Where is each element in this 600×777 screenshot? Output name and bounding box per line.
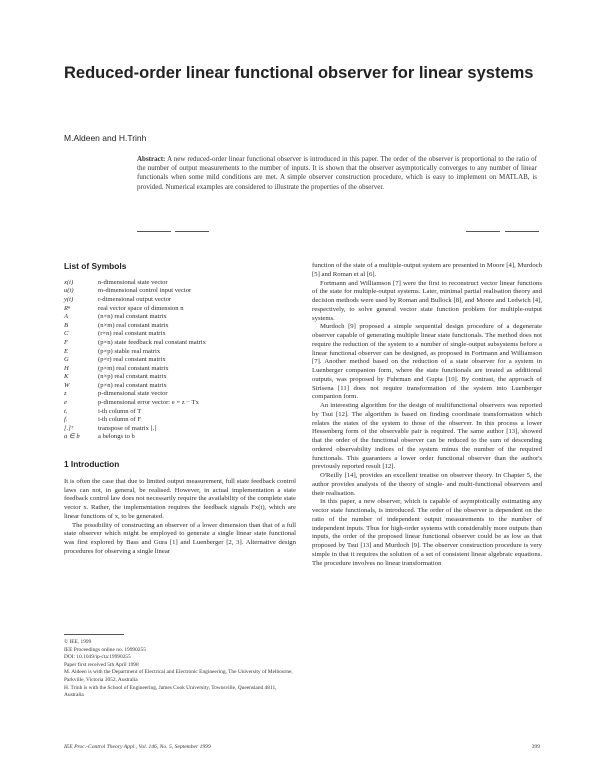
symbol-def: p-dimensional error vector: e = z − Tx xyxy=(98,399,199,407)
symbol-def: (p×m) real constant matrix xyxy=(98,364,169,372)
symbol-item xyxy=(64,416,296,425)
symbol-def: (n×m) real constant matrix xyxy=(98,321,169,329)
symbol-def: (p×n) real constant matrix xyxy=(98,381,167,389)
introduction-heading: 1 Introduction xyxy=(64,459,120,470)
abstract-rule-left-2 xyxy=(175,231,209,232)
symbol-def: m-dimensional control input vector xyxy=(98,287,192,295)
symbol-key: H xyxy=(64,364,69,372)
symbol-key: a ∈ b xyxy=(64,433,80,441)
symbol-item xyxy=(64,356,296,365)
symbol-def: i-th column of T xyxy=(98,407,142,415)
footnote-line: H. Trinh is with the School of Engineering, James Cook University, Townsville, Queensland 4811, Australia xyxy=(64,684,277,699)
footnote-line: IEE Proceedings online no. 19990255 xyxy=(64,646,146,653)
symbol-key: Rⁿ xyxy=(64,304,71,312)
intro-paragraph-2: The possibility of constructing an observer of a lower dimension than that of a full state observer which might be employed to generate a single linear state functional was first explored by Bass and Gura [1] and Luenberger [2, 3]. Alternative design procedures for observing a single linear xyxy=(64,521,296,555)
symbol-item xyxy=(64,279,296,288)
right-column xyxy=(312,262,542,568)
symbol-def: (r×n) real constant matrix xyxy=(98,330,166,338)
symbol-key: F xyxy=(64,338,69,346)
symbol-def: (p×r) real constant matrix xyxy=(98,356,166,364)
symbol-def: (n×n) real constant matrix xyxy=(98,313,167,321)
symbol-key: fᵢ xyxy=(64,416,67,424)
footnote-line: DOI: 10.1049/ip-cta:19990255 xyxy=(64,654,131,661)
symbol-item xyxy=(64,287,296,296)
symbol-def: r-dimensional output vector xyxy=(98,295,172,303)
symbol-item xyxy=(64,313,296,322)
symbol-key: A xyxy=(64,313,69,321)
right-paragraph-2: Fortmann and Williamson [7] were the first to reconstruct vector linear functions of the state for multiple-output systems. Later, minimal partial realisation theory and decision methods were used by Roman and Bullock [8], and Moore and Ledwich [4], respectively, to solve general vector state function problem for multiple-output systems. xyxy=(312,279,542,322)
right-paragraph-4: An interesting algorithm for the design of multifunctional observers was reported by Tsui [12]. The algorithm is based on finding coordinate transformation which relates the states of the system to those of the observer. In this process a lower Hessenberg form of the observable pair is required. The same author [13], showed that the order of the functional observer can be reduced to the sum of descending ordered observability indices of the system minus the number of the required functionals. This guarantees a lower order functional observer than the author's previously reported result [12]. xyxy=(312,402,542,471)
abstract-label: Abstract: xyxy=(137,155,166,163)
symbol-key: G xyxy=(64,356,69,364)
abstract-rule-left-1 xyxy=(137,231,171,232)
abstract-text: A new reduced-order linear functional observer is introduced in this paper. The order of the observer is proportional to the ratio of the number of output measurements to the number of inputs. It is shown that the observer asymptotically converges to any number of linear functionals when some mild conditions are met. A simple observer construction procedure, which is easy to implement on MATLAB, is provided. Numerical examples are considered to illustrate the properties of the observer. xyxy=(137,155,537,191)
symbol-item xyxy=(64,408,296,417)
journal-citation: IEE Proc.-Control Theory Appl., Vol. 146, No. 5, September 1999 xyxy=(64,744,211,750)
footnote-line: M. Aldeen is with the Department of Electrical and Electronic Engineering, The University of Melbourne, Parkville, Victoria 3052, Australia xyxy=(64,669,293,683)
symbol-def: real vector space of dimension n xyxy=(98,304,184,312)
symbol-def: (p×n) state feedback real constant matrix xyxy=(98,338,206,346)
symbol-def: p-dimensional state vector xyxy=(98,390,168,398)
symbol-item xyxy=(64,382,296,391)
authors: M.Aldeen and H.Trinh xyxy=(64,133,147,143)
footnote-line: Paper first received 5th April 1998 xyxy=(64,661,139,668)
symbol-def: n-dimensional state vector xyxy=(98,278,168,286)
right-paragraph-5: O'Reilly [14], provides an excellent treatise on observer theory. In Chapter 5, the author provides analysis of the theory of single- and multi-functional observers and their realisation. xyxy=(312,472,542,497)
symbol-item xyxy=(64,433,296,442)
right-paragraph-3: Murdoch [9] proposed a simple sequential design procedure of a degenerate observer capable of generating multiple linear state functionals. The method does not require the reduction of the system to a number of single-output subsystems before a linear functional observer can be designed, as proposed in Fortmann and Williamson [7]. Another method based on the reduction of a state observer for a system in Luenberger companion form, where the state functionals are treated as additional outputs, was proposed by Fuhrman and Gupta [10]. By contrast, the approach of Sirisena [11] does not require transformation of the system into Luenberger companion form. xyxy=(312,323,542,401)
intro-paragraph-1: It is often the case that due to limited output measurement, full state feedback control laws can not, in general, be realised. However, in actual implementation a state feedback control law does not necessarily require the availability of the complete state vector x. Rather, the implementation requires the feedback signals Fx(t), which are linear functions of x, to be generated. xyxy=(64,477,296,520)
symbol-item xyxy=(64,373,296,382)
symbol-key: y(t) xyxy=(64,295,74,303)
symbol-key: x(t) xyxy=(64,278,74,286)
symbol-item xyxy=(64,390,296,399)
right-paragraph-1: function of the state of a multiple-output system are presented in Moore [4], Murdoch [5] and Roman et al [6]. xyxy=(312,262,542,278)
symbol-key: W xyxy=(64,381,70,389)
paper-title: Reduced-order linear functional observer for linear systems xyxy=(64,64,534,82)
footnotes xyxy=(64,639,294,700)
symbol-item xyxy=(64,365,296,374)
page-footer xyxy=(64,744,540,750)
symbol-key: u(t) xyxy=(64,287,74,295)
symbol-item xyxy=(64,305,296,314)
symbol-def: (n×p) real constant matrix xyxy=(98,373,167,381)
symbol-def: (p×p) stable real matrix xyxy=(98,347,161,355)
symbol-key: tᵢ xyxy=(64,407,67,415)
page-number: 399 xyxy=(531,744,540,750)
symbol-item xyxy=(64,296,296,305)
symbol-def: a belongs to b xyxy=(98,433,135,441)
symbol-def: transpose of matrix [.] xyxy=(98,424,157,432)
abstract xyxy=(137,155,537,192)
footnote-rule xyxy=(64,634,124,635)
symbol-key: e xyxy=(64,399,67,407)
symbol-key: E xyxy=(64,347,69,355)
symbol-key: [.]ᵀ xyxy=(64,424,74,432)
symbol-key: B xyxy=(64,321,69,329)
symbol-item xyxy=(64,330,296,339)
symbol-def: i-th column of F xyxy=(98,416,142,424)
symbol-item xyxy=(64,322,296,331)
symbol-item xyxy=(64,348,296,357)
abstract-rule-right-2 xyxy=(505,231,539,232)
symbols-heading: List of Symbols xyxy=(64,261,127,271)
footnote-line: © IEE, 1999 xyxy=(64,639,92,645)
symbol-key: C xyxy=(64,330,69,338)
left-column xyxy=(64,262,296,557)
symbol-key: z xyxy=(64,390,67,398)
symbol-item xyxy=(64,399,296,408)
symbol-key: K xyxy=(64,373,69,381)
symbol-item xyxy=(64,339,296,348)
right-paragraph-6: In this paper, a new observer, which is capable of asymptotically estimating any vector state functionals, is introduced. The order of the observer is dependent on the ratio of the number of independent output measurements to the number of independent inputs. Thus for high-order systems with considerably more outputs than inputs, the order of the proposed linear functional observer could be as low as that proposed by Tsui [13] and Murdoch [9]. The observer construction procedure is very simple in that it requires the solution of a set of consistent linear algebraic equations. The procedure involves no linear transformation xyxy=(312,498,542,567)
abstract-rule-right-1 xyxy=(466,231,500,232)
symbols-list xyxy=(64,279,296,442)
symbol-item xyxy=(64,425,296,434)
